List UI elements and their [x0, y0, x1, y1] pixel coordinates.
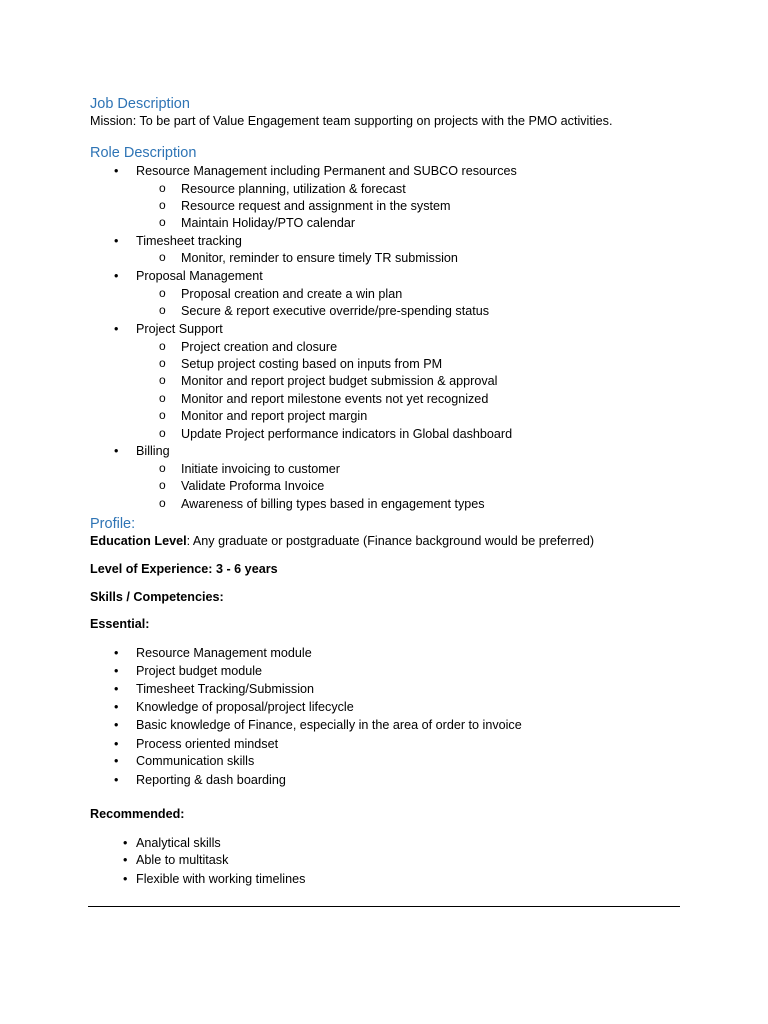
sub-item-label: Maintain Holiday/PTO calendar	[181, 216, 356, 230]
essential-item	[114, 736, 279, 753]
sub-item	[159, 496, 485, 513]
sub-item-label: Awareness of billing types based in engagement types	[181, 497, 485, 511]
recommended-item-label: Analytical skills	[136, 836, 221, 850]
recommended-item	[123, 852, 229, 869]
sub-item	[159, 181, 406, 198]
sub-bullet-icon: o	[159, 181, 166, 195]
role-item-timesheet	[114, 233, 242, 250]
recommended-item-label: Flexible with working timelines	[136, 872, 306, 886]
role-item-label: Project Support	[136, 322, 223, 336]
mission-text: Mission: To be part of Value Engagement team supporting on projects with the PMO activities.	[90, 114, 613, 128]
essential-item	[114, 663, 263, 680]
essential-heading: Essential:	[90, 617, 150, 631]
sub-item	[159, 408, 368, 425]
sub-bullet-icon: o	[159, 339, 166, 353]
recommended-item	[123, 871, 306, 888]
sub-item-label: Monitor and report project margin	[181, 409, 368, 423]
bullet-icon: •	[114, 234, 119, 248]
essential-item-label: Project budget module	[136, 664, 263, 678]
role-item-label: Billing	[136, 444, 170, 458]
essential-item-label: Basic knowledge of Finance, especially in the area of order to invoice	[136, 718, 522, 732]
sub-item	[159, 391, 489, 408]
sub-item-label: Monitor and report milestone events not yet recognized	[181, 392, 489, 406]
sub-item-label: Secure & report executive override/pre-spending status	[181, 304, 490, 318]
role-description-heading: Role Description	[90, 145, 197, 161]
sub-item-label: Resource planning, utilization & forecast	[181, 182, 406, 196]
role-item-resource-management	[114, 163, 517, 180]
essential-item-label: Timesheet Tracking/Submission	[136, 682, 315, 696]
sub-item	[159, 461, 340, 478]
essential-item	[114, 699, 354, 716]
role-item-billing	[114, 443, 170, 460]
role-item-label: Proposal Management	[136, 269, 263, 283]
bullet-icon: •	[114, 269, 119, 283]
job-description-heading: Job Description	[90, 96, 190, 112]
sub-item-label: Proposal creation and create a win plan	[181, 287, 403, 301]
sub-bullet-icon: o	[159, 461, 166, 475]
education-value: : Any graduate or postgraduate (Finance background would be preferred)	[186, 534, 595, 548]
bullet-icon: •	[114, 322, 119, 336]
bullet-icon: •	[114, 700, 119, 714]
bullet-icon: •	[114, 773, 119, 787]
essential-item	[114, 645, 312, 662]
sub-bullet-icon: o	[159, 496, 166, 510]
sub-bullet-icon: o	[159, 426, 166, 440]
education-label: Education Level	[90, 534, 187, 548]
profile-heading: Profile:	[90, 516, 136, 532]
sub-item	[159, 426, 513, 443]
role-item-project-support	[114, 321, 223, 338]
sub-bullet-icon: o	[159, 373, 166, 387]
sub-item	[159, 286, 403, 303]
role-item-label: Timesheet tracking	[136, 234, 242, 248]
sub-bullet-icon: o	[159, 215, 166, 229]
education-level	[90, 533, 594, 550]
sub-item	[159, 250, 458, 267]
sub-item-label: Validate Proforma Invoice	[181, 479, 325, 493]
sub-bullet-icon: o	[159, 198, 166, 212]
sub-item	[159, 198, 451, 215]
sub-bullet-icon: o	[159, 286, 166, 300]
sub-item-label: Initiate invoicing to customer	[181, 462, 340, 476]
sub-item-label: Setup project costing based on inputs from PM	[181, 357, 443, 371]
sub-bullet-icon: o	[159, 303, 166, 317]
horizontal-rule	[88, 906, 680, 907]
essential-item-label: Resource Management module	[136, 646, 312, 660]
bullet-icon: •	[114, 682, 119, 696]
essential-item	[114, 717, 522, 734]
sub-bullet-icon: o	[159, 356, 166, 370]
essential-item-label: Knowledge of proposal/project lifecycle	[136, 700, 354, 714]
sub-item-label: Monitor, reminder to ensure timely TR submission	[181, 251, 458, 265]
sub-item	[159, 339, 338, 356]
bullet-icon: •	[123, 853, 128, 867]
sub-item	[159, 373, 498, 390]
sub-item	[159, 303, 490, 320]
bullet-icon: •	[123, 872, 128, 886]
bullet-icon: •	[114, 754, 119, 768]
essential-item	[114, 772, 286, 789]
sub-bullet-icon: o	[159, 250, 166, 264]
bullet-icon: •	[114, 664, 119, 678]
essential-item	[114, 681, 315, 698]
sub-item-label: Resource request and assignment in the system	[181, 199, 451, 213]
sub-bullet-icon: o	[159, 408, 166, 422]
bullet-icon: •	[114, 164, 119, 178]
recommended-heading: Recommended:	[90, 807, 185, 821]
essential-item-label: Reporting & dash boarding	[136, 773, 286, 787]
recommended-item-label: Able to multitask	[136, 853, 229, 867]
sub-item	[159, 356, 443, 373]
recommended-item	[123, 835, 221, 852]
essential-item-label: Communication skills	[136, 754, 255, 768]
sub-item	[159, 478, 325, 495]
bullet-icon: •	[114, 444, 119, 458]
sub-bullet-icon: o	[159, 478, 166, 492]
essential-item-label: Process oriented mindset	[136, 737, 279, 751]
sub-item	[159, 215, 356, 232]
role-item-proposal-management	[114, 268, 263, 285]
bullet-icon: •	[114, 646, 119, 660]
sub-bullet-icon: o	[159, 391, 166, 405]
bullet-icon: •	[114, 737, 119, 751]
bullet-icon: •	[114, 718, 119, 732]
bullet-icon: •	[123, 836, 128, 850]
sub-item-label: Update Project performance indicators in Global dashboard	[181, 427, 513, 441]
experience-level: Level of Experience: 3 - 6 years	[90, 562, 278, 576]
skills-heading: Skills / Competencies:	[90, 590, 224, 604]
essential-item	[114, 753, 255, 770]
sub-item-label: Project creation and closure	[181, 340, 338, 354]
role-item-label: Resource Management including Permanent and SUBCO resources	[136, 164, 517, 178]
sub-item-label: Monitor and report project budget submission & approval	[181, 374, 498, 388]
